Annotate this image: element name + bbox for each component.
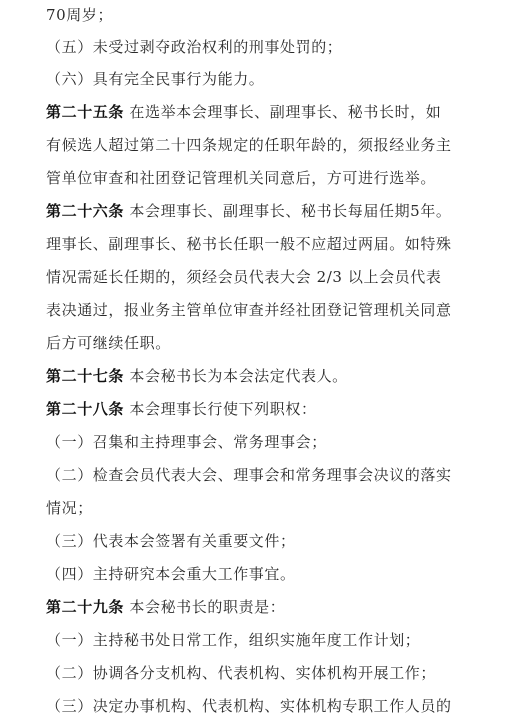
article-heading: 第二十六条 xyxy=(46,202,125,220)
line-text: 本会理事长、副理事长、秘书长每届任期5年。 xyxy=(124,202,452,220)
line-text: （一）召集和主持理事会、常务理事会； xyxy=(46,433,327,451)
line-text: （三）代表本会签署有关重要文件； xyxy=(46,532,296,550)
text-line-15 xyxy=(46,460,480,490)
text-line-14 xyxy=(46,427,480,457)
line-text: 情况； xyxy=(46,499,93,517)
text-line-16 xyxy=(46,493,480,523)
line-text: 情况需延长任期的，须经会员代表大会 2/3 以上会员代表 xyxy=(46,268,442,286)
text-line-3 xyxy=(46,64,480,94)
article-heading: 第二十七条 xyxy=(46,367,125,385)
article-heading: 第二十八条 xyxy=(46,400,125,418)
line-text: 70周岁； xyxy=(46,6,114,24)
line-text: 在选举本会理事长、副理事长、秘书长时，如 xyxy=(124,103,442,121)
article-28-line xyxy=(46,394,480,424)
text-line-2 xyxy=(46,32,480,62)
text-line-21 xyxy=(46,658,480,688)
text-line-20 xyxy=(46,625,480,655)
line-text: 本会理事长行使下列职权： xyxy=(124,400,317,418)
text-line-11 xyxy=(46,328,480,358)
text-line-22 xyxy=(46,691,480,721)
line-text: 本会秘书长为本会法定代表人。 xyxy=(124,367,348,385)
line-text: （二）检查会员代表大会、理事会和常务理事会决议的落实 xyxy=(46,466,452,484)
article-heading: 第二十五条 xyxy=(46,103,125,121)
text-line-1 xyxy=(46,0,480,30)
line-text: 理事长、副理事长、秘书长任职一般不应超过两届。如特殊 xyxy=(46,235,452,253)
line-text: 本会秘书长的职责是： xyxy=(124,598,286,616)
text-line-5 xyxy=(46,130,480,160)
article-27-line xyxy=(46,361,480,391)
article-26-line xyxy=(46,196,480,226)
line-text: （六）具有完全民事行为能力。 xyxy=(46,70,265,88)
text-line-10 xyxy=(46,295,480,325)
article-29-line xyxy=(46,592,480,622)
line-text: （四）主持研究本会重大工作事宜。 xyxy=(46,565,296,583)
line-text: （一）主持秘书处日常工作，组织实施年度工作计划； xyxy=(46,631,421,649)
article-heading: 第二十九条 xyxy=(46,598,125,616)
line-text: （三）决定办事机构、代表机构、实体机构专职工作人员的 xyxy=(46,697,452,715)
text-line-17 xyxy=(46,526,480,556)
line-text: 后方可继续任职。 xyxy=(46,334,171,352)
line-text: 表决通过，报业务主管单位审查并经社团登记管理机关同意 xyxy=(46,301,452,319)
line-text: 管单位审查和社团登记管理机关同意后，方可进行选举。 xyxy=(46,169,437,187)
line-text: （五）未受过剥夺政治权利的刑事处罚的； xyxy=(46,38,343,56)
line-text: 有候选人超过第二十四条规定的任职年龄的，须报经业务主 xyxy=(46,136,452,154)
article-25-line xyxy=(46,97,480,127)
text-line-6 xyxy=(46,163,480,193)
line-text: （二）协调各分支机构、代表机构、实体机构开展工作； xyxy=(46,664,437,682)
text-line-18 xyxy=(46,559,480,589)
text-line-8 xyxy=(46,229,480,259)
text-line-9 xyxy=(46,262,480,292)
